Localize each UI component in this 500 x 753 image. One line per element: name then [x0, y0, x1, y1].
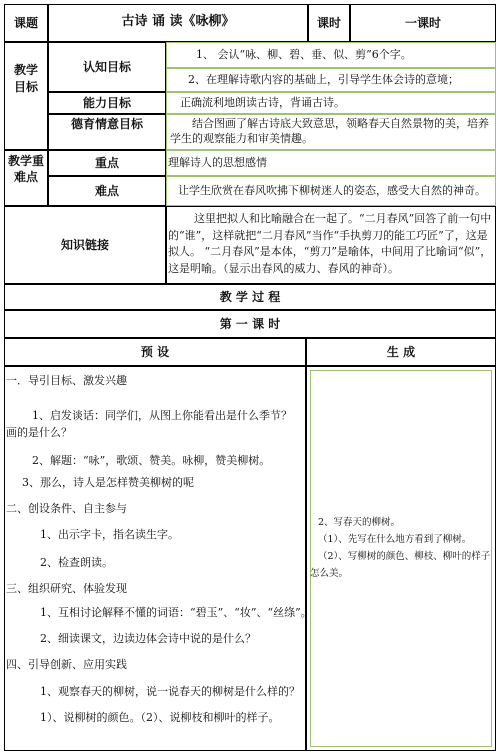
cognitive-text-2: 2、在理解诗歌内容的基础上，引导学生体会诗的意境； — [188, 73, 459, 86]
preset-line: 三、组织研究、体验发现 — [6, 582, 127, 595]
period-value: 一课时 — [404, 16, 441, 30]
focus-text: 理解诗人的思想感情 — [168, 156, 267, 169]
preset-line: 画的是什么？ — [6, 426, 72, 439]
difficulty-label: 难点 — [94, 184, 119, 198]
generate-line: （1）、先写在什么地方看到了柳树。 — [318, 534, 472, 545]
difficulty-text: 让学生欣赏在春风吹拂下柳树迷人的姿态，感受大自然的神奇。 — [178, 184, 486, 197]
preset-line: 1、启发谈话：同学们，从图上你能看出是什么季节？ — [32, 409, 292, 422]
objectives-side-label: 教学目标 — [14, 63, 39, 94]
cognitive-text-1: 1、 会认“咏、柳、碧、垂、似、剪”6个字。 — [196, 48, 412, 61]
generate-header: 生 成 — [386, 345, 416, 359]
preset-line: 1、出示字卡，指名读生字。 — [40, 528, 179, 541]
generate-line: 怎么美。 — [310, 568, 349, 579]
objectives-side-cell — [4, 42, 48, 150]
knowledge-text: 这里把拟人和比喻融合在一起了。“二月春风”回答了前一句中的“谁”，这样就把“二月春风”当作“手执剪刀的能工巧匠”了，这是拟人。 “二月春风”是本体，“剪刀”是喻体，中间用了比喻词“似”，这是明喻。（显示出春风的威力、春风的神奇）。 — [168, 212, 492, 275]
preset-line: 2、解题：“咏”，歌颂、赞美。咏柳，赞美柳树。 — [32, 454, 271, 467]
preset-line: 1、互相讨论解释不懂的词语：“碧玉”、“妆”、“丝绦”。 — [40, 606, 312, 619]
preset-line: 四、引导创新、应用实践 — [6, 658, 127, 671]
moral-label: 德育情意目标 — [70, 117, 143, 131]
cognitive-label: 认知目标 — [82, 60, 131, 74]
focus-label: 重点 — [94, 156, 119, 170]
period-label: 课时 — [316, 16, 341, 30]
ability-text: 正确流利地朗读古诗，背诵古诗。 — [180, 96, 345, 109]
preset-line: 2、细读课文，边读边体会诗中说的是什么？ — [40, 632, 256, 645]
process-title: 教 学 过 程 — [219, 290, 281, 304]
preset-line: 1、观察春天的柳树，说一说春天的柳树是什么样的？ — [40, 685, 300, 698]
generate-line: 2、写春天的柳树。 — [318, 517, 401, 528]
ability-label: 能力目标 — [82, 96, 131, 110]
preset-line: 2、检查朗读。 — [40, 556, 113, 569]
preset-line: 3、那么，诗人是怎样赞美柳树的呢 — [22, 476, 194, 489]
preset-line: 1）、说柳树的颜色。（2）、说柳枝和柳叶的样子。 — [40, 711, 280, 724]
lesson-title: 古诗 诵 读《咏柳》 — [121, 14, 235, 29]
knowledge-label: 知识链接 — [60, 238, 109, 252]
generate-line: （2）、写柳树的颜色、柳枝、柳叶的样子 — [318, 551, 491, 562]
topic-label: 课题 — [13, 16, 38, 30]
preset-line: 二、创设条件、自主参与 — [6, 502, 127, 515]
preset-header: 预 设 — [140, 345, 170, 359]
lesson-period-title: 第 一 课 时 — [219, 317, 281, 331]
moral-text: 结合图画了解古诗底大致意思，领略春天自然景物的美，培养学生的观察能力和审美情趣。 — [170, 117, 489, 145]
keypoints-side-label: 教学重难点 — [8, 154, 45, 184]
preset-line: 一．导引目标、激发兴趣 — [6, 374, 127, 387]
